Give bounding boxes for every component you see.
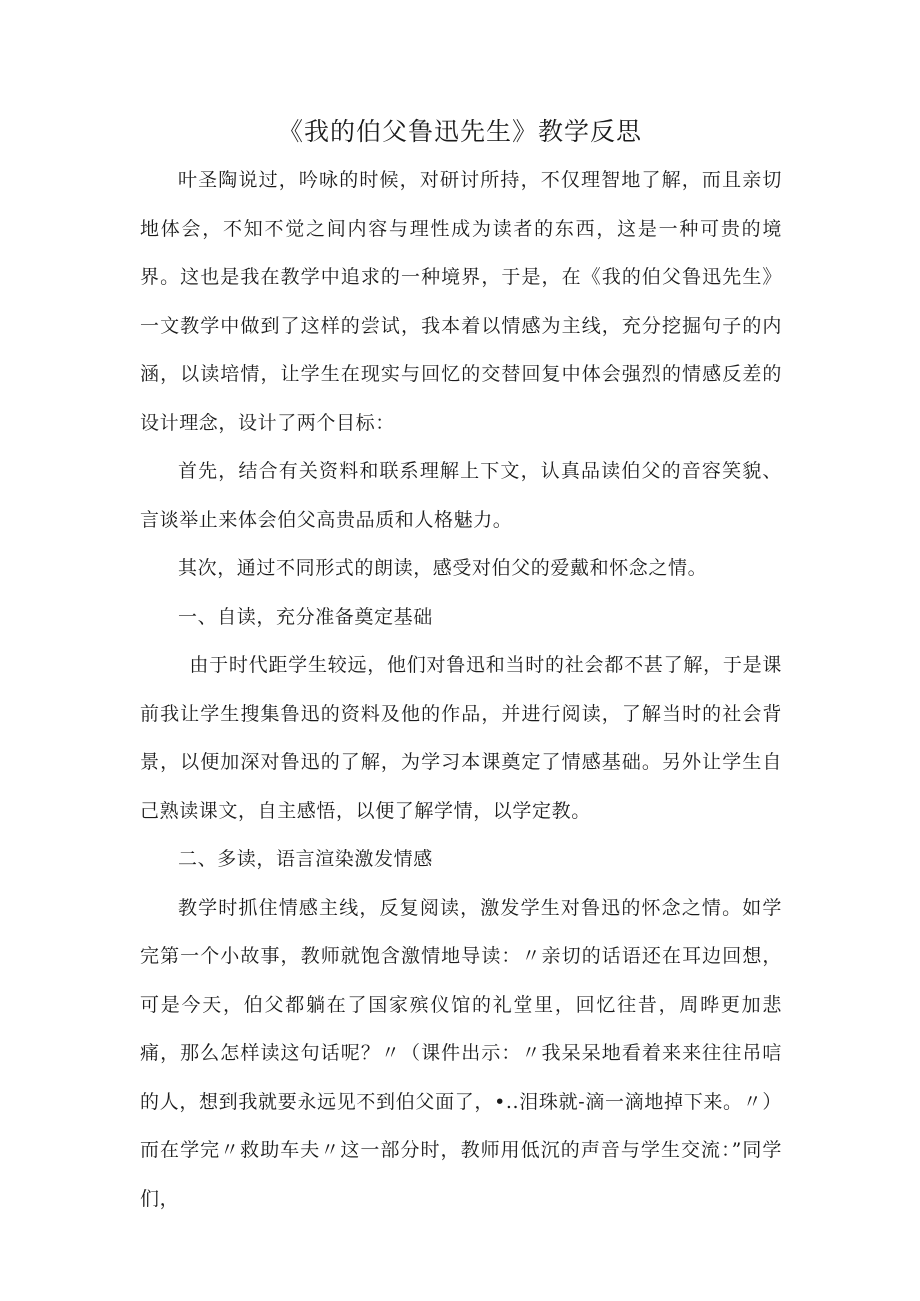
section-heading-two: 二、多读，语言渲染激发情感 xyxy=(178,848,433,870)
paragraph-section-one: 由于时代距学生较远，他们对鲁迅和当时的社会都不甚了解，于是课前我让学生搜集鲁迅的资料及他的作品，并进行阅读，了解当时的社会背景，以便加深对鲁迅的了解，为学习本课奠定了情感基础。另外让学生自己熟读课文，自主感悟，以便了解学情，以学定教。 xyxy=(140,654,782,822)
paragraph-goal-one: 首先，结合有关资料和联系理解上下文，认真品读伯父的音容笑貌、言谈举止来体会伯父高贵品质和人格魅力。 xyxy=(140,460,782,531)
section-heading-one: 一、自读，充分准备奠定基础 xyxy=(178,605,433,628)
paragraph-goal-two: 其次，通过不同形式的朗读，感受对伯父的爱戴和怀念之情。 xyxy=(178,557,708,579)
document-body xyxy=(140,156,782,1223)
paragraph-section-two: 教学时抓住情感主线，反复阅读，激发学生对鲁迅的怀念之情。如学完第一个小故事，教师就饱含激情地导读：〃亲切的话语还在耳边回想，可是今天，伯父都躺在了国家殡仪馆的礼堂里，回忆往昔，周晔更加悲痛，那么怎样读这句话呢？〃（课件出示：〃我呆呆地看着来来往往吊唁的人，想到我就要永远见不到伯父面了，•..泪珠就-滴一滴地掉下来。〃）而在学完〃救助车夫〃这一部分时，教师用低沉的声音与学生交流：”同学们， xyxy=(140,896,782,1210)
paragraph-intro: 叶圣陶说过，吟咏的时候，对研讨所持，不仅理智地了解，而且亲切地体会，不知不觉之间内容与理性成为读者的东西，这是一种可贵的境界。这也是我在教学中追求的一种境界，于是，在《我的伯父鲁迅先生》一文教学中做到了这样的尝试，我本着以情感为主线，充分挖掘句子的内涵，以读培情，让学生在现实与回忆的交替回复中体会强烈的情感反差的设计理念，设计了两个目标： xyxy=(140,169,782,434)
document-title: 《我的伯父鲁迅先生》教学反思 xyxy=(277,117,642,146)
